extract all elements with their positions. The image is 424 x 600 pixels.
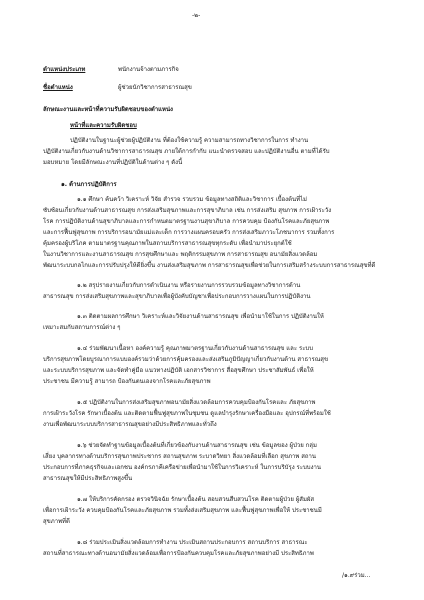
item-line: เพื่อการเฝ้าระวัง ควบคุมป้องกันโรคและภัยสุขภาพ รวมทั้งส่งเสริมสุขภาพ และฟื้นฟูสุขภาพเพื่อให้ ประชาชนมี xyxy=(43,507,322,514)
intro-line: มอบหมาย โดยมีลักษณะงานที่ปฏิบัติในด้านต่าง ๆ ดังนี้ xyxy=(43,159,183,166)
item-line: สาธารณสุขให้มีประสิทธิภาพสูงขึ้น xyxy=(43,475,133,482)
item-line: ๑.๕ ปฏิบัติงานในการส่งเสริมสุขภาพอนามัยสิ่งแวดล้อมการควบคุมป้องกันโรคและ ภัยสุขภาพ xyxy=(77,399,316,406)
position-title-value: ผู้ช่วยนักวิชาการสาธารณสุข xyxy=(118,84,192,91)
item-line: ๑.๑ ศึกษา ค้นคว้า วิเคราะห์ วิจัย สำรวจ รวบรวม ข้อมูลทางสถิติและวิชาการ เบื้องต้นที่ไม่ xyxy=(77,196,308,203)
item-line: ๑.๔ ร่วมพัฒนาเนื้อหา องค์ความรู้ คุณภาพมาตรฐานเกี่ยวกับงานด้านสาธารณสุข และ ระบบ xyxy=(77,345,314,352)
item-line: ๑.๖ ช่วยจัดทำฐานข้อมูลเบื้องต้นที่เกี่ยวข้องกับงานด้านสาธารณสุข เช่น ข้อมูลของ ผู้ป่วย กลุ่ม xyxy=(77,442,317,449)
intro-line: ปฏิบัติงานเกี่ยวกับงานด้านวิชาการสาธารณสุข ภายใต้การกำกับ แนะนำตรวจสอบ และปฏิบัติงานอื่น ตามที่ได้รับ xyxy=(43,148,330,155)
position-title-label: ชื่อตำแหน่ง xyxy=(43,84,73,91)
section-heading: ลักษณะงานและหน้าที่ความรับผิดชอบของตำแหน่ง xyxy=(43,106,173,113)
item-line: สถานที่สาธารณะทางด้านอนามัยสิ่งแวดล้อมเพื่อการป้องกันควบคุมโรคและภัยสุขภาพอย่างมี ประสิทธิภาพ xyxy=(43,550,314,557)
item-line: การเฝ้าระวังโรค รักษาเบื้องต้น และติดตามฟื้นฟูสุขภาพในชุมชน ดูแลบำรุงรักษาเครื่องมือและ อุปกรณ์ที่พร้อมใช้ xyxy=(43,410,331,417)
item-line: คุ้มครองผู้บริโภค ตามมาตรฐานคุณภาพในสถานบริการสาธารณสุขทุกระดับ เพื่อนำมาประยุกต์ใช้ xyxy=(43,240,292,247)
item-line: ๑.๓ ติดตามผลการศึกษา วิเคราะห์และวิจัยงานด้านสาธารณสุข เพื่อนำมาใช้ในการ ปฏิบัติงานให้ xyxy=(77,313,324,320)
item-line: บริการสุขภาพโดยบูรณาการแบบองค์รวมว่าด้วยการคุ้มครองและส่งเสริมภูมิปัญญาเกี่ยวกับงานด้าน สาธารณสุข xyxy=(43,356,329,363)
item-line: ๑.๘ ร่วมประเมินสิ่งแวดล้อมการทำงาน ประเมินสถานประกอบการ สถานบริการ สาธารณะ xyxy=(77,539,308,546)
item-line: งานเพื่อพัฒนาระบบบริการสาธารณสุขอย่างมีประสิทธิภาพและทั่วถึง xyxy=(43,421,217,428)
position-type-value: พนักงานจ้างตามภารกิจ xyxy=(118,66,179,73)
item-line: เสี่ยง บุคลากรทางด้านบริการสุขภาพประชากร สถานสุขภาพ ระบาดวิทยา สิ่งแวดล้อมที่เลือก สุขภาพ สถาน xyxy=(43,453,317,460)
sub-heading: หน้าที่และความรับผิดชอบ xyxy=(70,122,137,129)
item-line: ๑.๗ ให้บริการคัดกรอง ตรวจวินิจฉัย รักษาเบื้องต้น สอบสวนสืบสวนโรค ติดตามผู้ป่วย ผู้สัมผัส xyxy=(77,496,315,503)
item-line: สาธารณสุข การส่งเสริมสุขภาพและสุขาภิบาลเพื่อผู้บังคับบัญชาเพื่อประกอบการวางแผนในการปฏิบัติงาน xyxy=(43,293,311,300)
item-line: ๑.๒ สรุปรายงานเกี่ยวกับการดำเนินงาน หรือรายงานการรวบรวมข้อมูลทางวิชาการด้าน xyxy=(77,282,301,289)
position-type-label: ตำแหน่งประเภท xyxy=(43,66,86,73)
item-line: สุขภาพที่ดี xyxy=(43,518,70,525)
item-line: ซับซ้อนเกี่ยวกับงานด้านสาธารณสุข การส่งเสริมสุขภาพและการสุขาภิบาล เช่น การส่งเสริม สุขภาพ การเฝ้าระวัง xyxy=(43,207,332,214)
page-number: -๒- xyxy=(192,12,201,19)
item-line: พัฒนาระบบกลไกและการปรับปรุงให้ดียิ่งขึ้น งานส่งเสริมสุขภาพ การสาธารณสุขเพื่อช่วยในการเสริมสร้างระบบการสาธารณสุขที่ดี xyxy=(43,262,376,269)
item-line: ประกอบการที่ภาคธุรกิจและเอกชน องค์กรภาคีเครือข่ายเพื่อนำมาใช้ในการวิเคราะห์ ในการบริบัรุง ระบบงาน xyxy=(43,464,321,471)
item-line: เหมาะสมกับสถานการณ์ต่าง ๆ xyxy=(43,324,121,331)
item-line: โรค การปฏิบัติงานด้านสุขาภิบาลและการกำหนดมาตรฐานงานสุขาภิบาล การควบคุม ป้องกันโรคและภัยสุขภาพ xyxy=(43,218,330,225)
item-line: ประชาชน มีความรู้ สามารถ ป้องกันตนเองจากโรคและภัยสุขภาพ xyxy=(43,378,211,385)
intro-line: ปฏิบัติงานในฐานะผู้ช่วยผู้ปฏิบัติงาน ที่ต้องใช้ความรู้ ความสามารถทางวิชาการในการ ทำงาน xyxy=(70,137,309,144)
item-line: ในงานวิชาการและงานสาธารณสุข การสุขศึกษาและ พฤติกรรมสุขภาพ การสาธารณสุข อนามัยสิ่งแวดล้อม xyxy=(43,251,318,258)
area-heading: ๑. ด้านการปฏิบัติการ xyxy=(61,181,117,188)
continuation-marker: /๑.๙ร่วม... xyxy=(342,572,371,579)
item-line: และการฟื้นฟูสุขภาพ การบริการอนามัยแม่และเด็ก การวางแผนครอบครัว การส่งเสริมภาวะโภชนาการ รวมทั้งการ xyxy=(43,229,335,236)
item-line: และระบบบริการสุขภาพ และจัดทำคู่มือ แนวทางปฏิบัติ เอกสารวิชาการ สื่อสุขศึกษา ประชาสัมพันธ์ เพื่อให้ xyxy=(43,367,314,374)
